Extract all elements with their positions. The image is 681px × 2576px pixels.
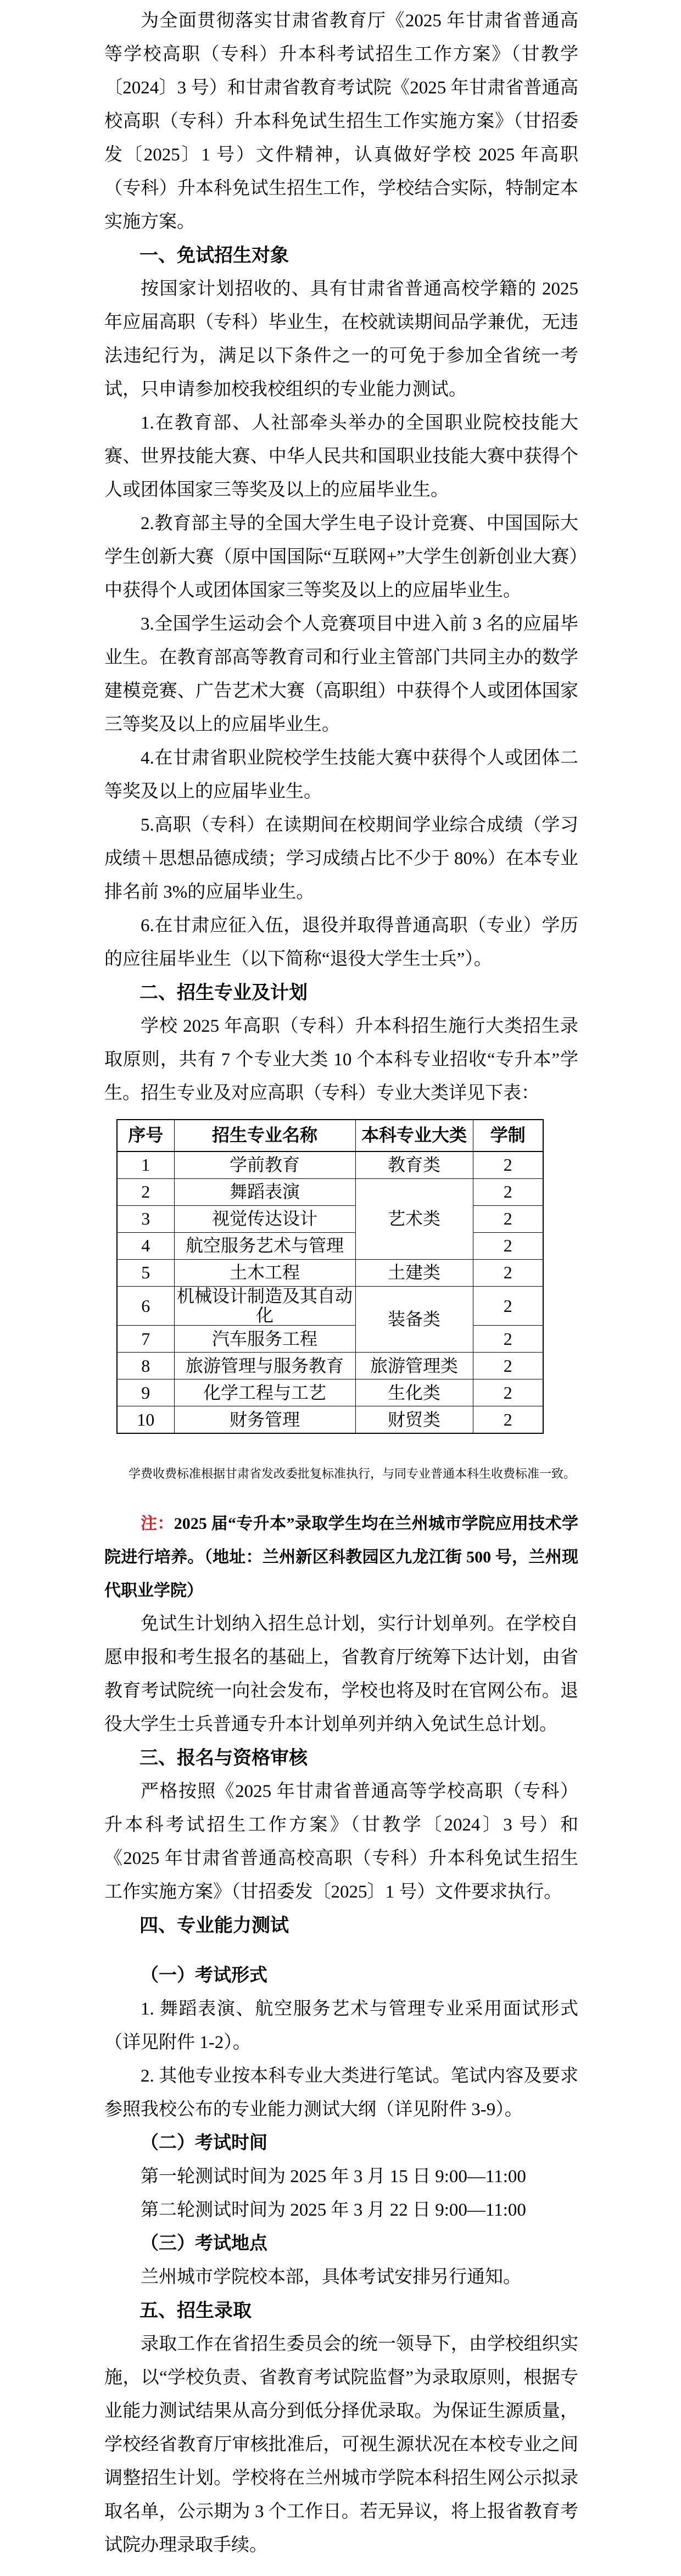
cell-no: 4 bbox=[117, 1233, 174, 1260]
majors-table-header bbox=[117, 1120, 543, 1151]
header-category: 本科专业大类 bbox=[355, 1120, 473, 1151]
cell-years: 2 bbox=[473, 1287, 543, 1326]
cell-category: 土建类 bbox=[355, 1260, 473, 1287]
note-text: 2025 届“专升本”录取学生均在兰州城市学院应用技术学院进行培养。（地址：兰州新区科教园区九龙江街 500 号，兰州现代职业学院） bbox=[104, 1515, 579, 1600]
table-row bbox=[117, 1353, 543, 1379]
cell-years: 2 bbox=[473, 1260, 543, 1287]
majors-table-body bbox=[117, 1151, 543, 1433]
section1-item-2: 2.教育部主导的全国大学生电子设计竞赛、中国国际大学生创新大赛（原中国国际“互联网+”大学生创新创业大赛）中获得个人或团体国家三等奖及以上的应届毕业生。 bbox=[104, 514, 578, 600]
cell-category: 生化类 bbox=[355, 1379, 473, 1406]
cell-major: 化学工程与工艺 bbox=[174, 1379, 355, 1406]
table-row bbox=[117, 1287, 543, 1326]
section3-body: 严格按照《2025 年甘肃省普通高等学校高职（专科）升本科考试招生工作方案》（甘教学〔2024〕3 号）和《2025 年甘肃省普通高校高职（专科）升本科免试生招生工作实施方案》（甘招委发〔2025〕1 号）文件要求执行。 bbox=[104, 1782, 578, 1902]
cell-years: 2 bbox=[473, 1326, 543, 1353]
cell-years: 2 bbox=[473, 1233, 543, 1260]
cell-major: 土木工程 bbox=[174, 1260, 355, 1287]
section1-lead: 按国家计划招收的、具有甘肃省普通高校学籍的 2025 年应届高职（专科）毕业生，在校就读期间品学兼优，无违法违纪行为，满足以下条件之一的可免于参加全省统一考试，只申请参加校我校组织的专业能力测试。 bbox=[104, 279, 578, 399]
cell-no: 8 bbox=[117, 1353, 174, 1379]
table-row bbox=[117, 1406, 543, 1434]
cell-major: 机械设计制造及其自动化 bbox=[174, 1287, 355, 1326]
table-row bbox=[117, 1326, 543, 1353]
table-row bbox=[117, 1179, 543, 1206]
header-no: 序号 bbox=[117, 1120, 174, 1151]
table-row bbox=[117, 1151, 543, 1179]
cell-no: 7 bbox=[117, 1326, 174, 1353]
cell-no: 6 bbox=[117, 1287, 174, 1326]
section1-item-5: 5.高职（专科）在读期间在校期间学业综合成绩（学习成绩＋思想品德成绩；学习成绩占比不少于 80%）在本专业排名前 3%的应届毕业生。 bbox=[104, 815, 578, 902]
cell-major: 舞蹈表演 bbox=[174, 1179, 355, 1206]
exam-form-item-1: 1. 舞蹈表演、航空服务艺术与管理专业采用面试形式（详见附件 1-2）。 bbox=[104, 1999, 578, 2053]
cell-no: 1 bbox=[117, 1151, 174, 1179]
majors-table bbox=[116, 1119, 544, 1434]
section1-item-6: 6.在甘肃应征入伍，退役并取得普通高职（专业）学历的应往届毕业生（以下简称“退役大学生士兵”）。 bbox=[104, 916, 578, 969]
cell-years: 2 bbox=[473, 1406, 543, 1434]
header-major: 招生专业名称 bbox=[174, 1120, 355, 1151]
cell-major: 汽车服务工程 bbox=[174, 1326, 355, 1353]
plan-paragraph: 免试生计划纳入招生总计划，实行计划单列。在学校自愿申报和考生报名的基础上，省教育厅统筹下达计划，由省教育考试院统一向社会发布，学校也将及时在官网公布。退役大学生士兵普通专升本计划单列并纳入免试生总计划。 bbox=[104, 1614, 578, 1735]
exam-time-heading: （二）考试时间 bbox=[141, 2133, 267, 2154]
section5-heading: 五、招生录取 bbox=[139, 2300, 252, 2322]
header-row bbox=[117, 1120, 543, 1151]
cell-no: 5 bbox=[117, 1260, 174, 1287]
section1-item-1: 1.在教育部、人社部牵头举办的全国职业院校技能大赛、世界技能大赛、中华人民共和国职业技能大赛中获得个人或团体国家三等奖及以上的应届毕业生。 bbox=[104, 413, 578, 500]
section2-heading: 二、招生专业及计划 bbox=[139, 982, 308, 1003]
note-label: 注： bbox=[141, 1515, 174, 1533]
cell-category: 装备类 bbox=[355, 1287, 473, 1353]
cell-major: 旅游管理与服务教育 bbox=[174, 1353, 355, 1379]
section1-item-3: 3.全国学生运动会个人竞赛项目中进入前 3 名的应届毕业生。在教育部高等教育司和行业主管部门共同主办的数学建模竞赛、广告艺术大赛（高职组）中获得个人或团体国家三等奖及以上的应届毕业生。 bbox=[104, 614, 578, 735]
cell-years: 2 bbox=[473, 1379, 543, 1406]
training-note bbox=[104, 1507, 578, 1607]
table-row bbox=[117, 1206, 543, 1233]
exam-round-1: 第一轮测试时间为 2025 年 3 月 15 日 9:00—11:00 bbox=[141, 2167, 526, 2187]
cell-no: 3 bbox=[117, 1206, 174, 1233]
exam-place: 兰州城市学院校本部，具体考试安排另行通知。 bbox=[141, 2267, 521, 2288]
section2-lead: 学校 2025 年高职（专科）升本科招生施行大类招生录取原则，共有 7 个专业大类 10 个本科专业招收“专升本”学生。招生专业及对应高职（专科）专业大类详见下表： bbox=[104, 1016, 578, 1103]
cell-years: 2 bbox=[473, 1353, 543, 1379]
cell-years: 2 bbox=[473, 1206, 543, 1233]
exam-place-heading: （三）考试地点 bbox=[141, 2234, 267, 2254]
cell-category: 艺术类 bbox=[355, 1179, 473, 1260]
cell-no: 9 bbox=[117, 1379, 174, 1406]
cell-category: 旅游管理类 bbox=[355, 1353, 473, 1379]
exam-form-heading: （一）考试形式 bbox=[141, 1966, 267, 1986]
section4-heading: 四、专业能力测试 bbox=[139, 1915, 289, 1937]
exam-round-2: 第二轮测试时间为 2025 年 3 月 22 日 9:00—11:00 bbox=[141, 2200, 526, 2221]
cell-category: 财贸类 bbox=[355, 1406, 473, 1434]
section1-heading: 一、免试招生对象 bbox=[139, 245, 289, 266]
exam-form-item-2: 2. 其他专业按本科专业大类进行笔试。笔试内容及要求参照我校公布的专业能力测试大纲（详见附件 3-9）。 bbox=[104, 2066, 578, 2120]
cell-major: 财务管理 bbox=[174, 1406, 355, 1434]
table-row bbox=[117, 1379, 543, 1406]
section3-heading: 三、报名与资格审核 bbox=[139, 1748, 308, 1769]
intro-paragraph: 为全面贯彻落实甘肃省教育厅《2025 年甘肃省普通高等学校高职（专科）升本科考试招生工作方案》（甘教学〔2024〕3 号）和甘肃省教育考试院《2025 年甘肃省普通高校高职（专科）升本科免试生招生工作实施方案》（甘招委发〔2025〕1 号）文件精神，认真做好学校 2025 年高职（专科）升本科免试生招生工作，学校结合实际，特制定本实施方案。 bbox=[104, 11, 578, 232]
cell-no: 2 bbox=[117, 1179, 174, 1206]
table-row bbox=[117, 1233, 543, 1260]
section1-item-4: 4.在甘肃省职业院校学生技能大赛中获得个人或团体二等奖及以上的应届毕业生。 bbox=[104, 748, 578, 802]
table-row bbox=[117, 1260, 543, 1287]
cell-major: 视觉传达设计 bbox=[174, 1206, 355, 1233]
cell-no: 10 bbox=[117, 1406, 174, 1434]
cell-years: 2 bbox=[473, 1179, 543, 1206]
cell-major: 学前教育 bbox=[174, 1151, 355, 1179]
tuition-note: 学费收费标准根据甘肃省发改委批复标准执行，与同专业普通本科生收费标准一致。 bbox=[129, 1467, 576, 1481]
cell-category: 教育类 bbox=[355, 1151, 473, 1179]
cell-major: 航空服务艺术与管理 bbox=[174, 1233, 355, 1260]
header-years: 学制 bbox=[473, 1120, 543, 1151]
section5-body: 录取工作在省招生委员会的统一领导下，由学校组织实施，以“学校负责、省教育考试院监督”为录取原则，根据专业能力测试结果从高分到低分择优录取。为保证生源质量，学校经省教育厅审核批准后，可视生源状况在本校专业之间调整招生计划。学校将在兰州城市学院本科招生网公示拟录取名单，公示期为 3 个工作日。若无异议，将上报省教育考试院办理录取手续。 bbox=[104, 2334, 578, 2556]
cell-years: 2 bbox=[473, 1151, 543, 1179]
